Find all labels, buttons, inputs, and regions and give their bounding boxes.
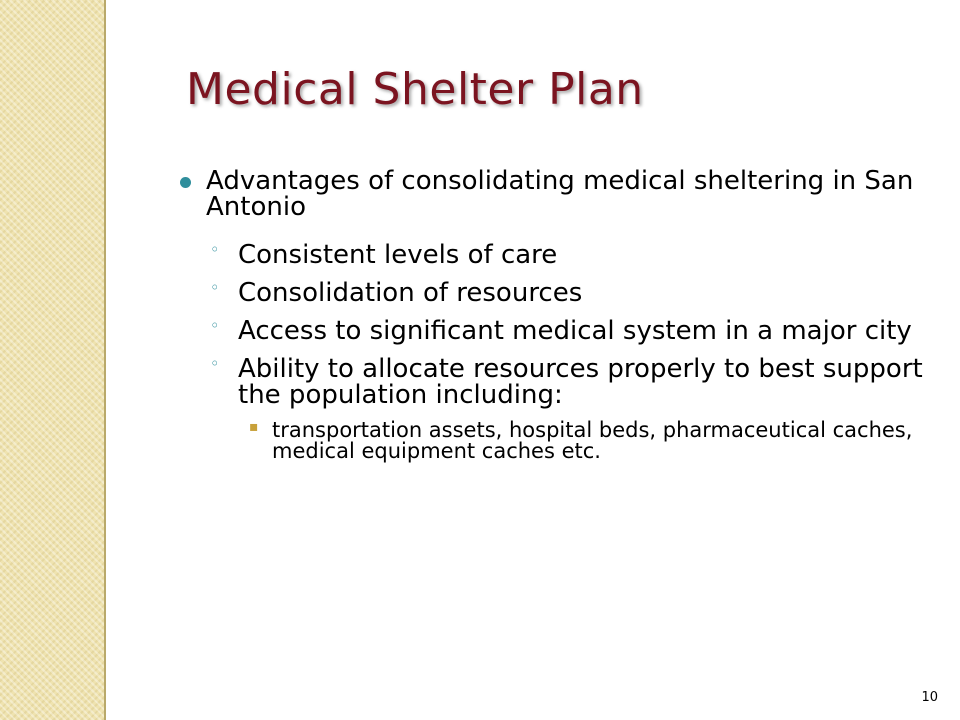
sub-sub-bullet-assets <box>246 420 930 462</box>
side-divider <box>104 0 106 720</box>
slide-body <box>180 168 930 472</box>
sub-bullet-medical-system <box>210 318 930 344</box>
sub-bullet-text: Consistent levels of care <box>238 240 558 270</box>
ring-bullet-icon: ◦ <box>210 316 220 335</box>
round-bullet-icon <box>180 177 191 188</box>
bullet-advantages <box>180 168 930 220</box>
ring-bullet-icon: ◦ <box>210 278 220 297</box>
decorative-side-band <box>0 0 104 720</box>
sub-bullet-text: Ability to allocate resources properly to best support the population including: <box>238 354 923 410</box>
sub-sub-bullet-text: transportation assets, hospital beds, pharmaceutical caches, medical equipment caches etc. <box>272 418 913 463</box>
bullet-text: Advantages of consolidating medical sheltering in San Antonio <box>206 166 914 222</box>
sub-bullet-consolidation <box>210 280 930 306</box>
sub-bullet-allocate-resources <box>210 356 930 408</box>
ring-bullet-icon: ◦ <box>210 354 220 373</box>
sub-bullet-text: Access to significant medical system in a major city <box>238 316 912 346</box>
slide-title: Medical Shelter Plan <box>186 64 644 115</box>
sub-bullet-text: Consolidation of resources <box>238 278 583 308</box>
sub-bullet-consistent-care <box>210 242 930 268</box>
ring-bullet-icon: ◦ <box>210 240 220 259</box>
square-bullet-icon: ▪ <box>249 419 259 435</box>
page-number: 10 <box>921 690 938 705</box>
